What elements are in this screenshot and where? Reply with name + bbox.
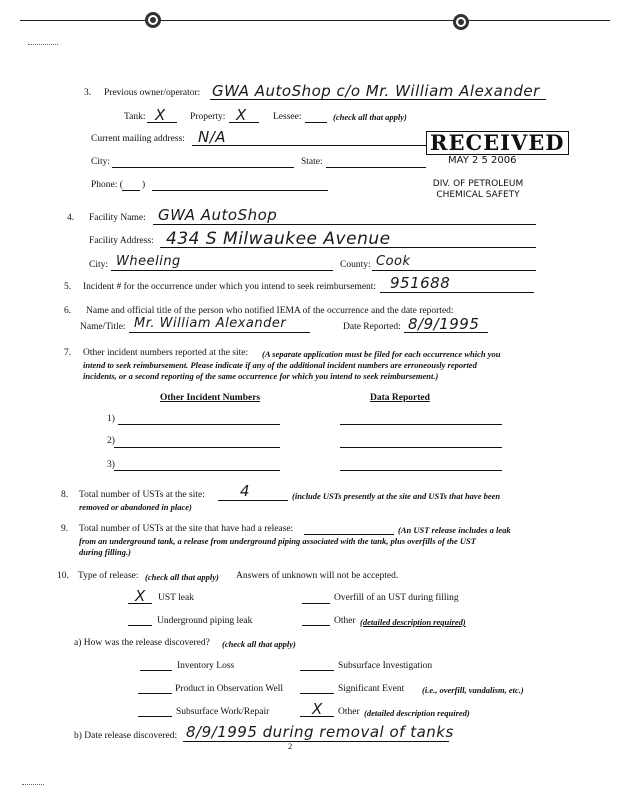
significant-event-label: Significant Event <box>338 684 405 694</box>
q7-number: 7. <box>64 348 72 358</box>
product-observation-check[interactable] <box>138 693 172 694</box>
q9-note-line3: during filling.) <box>79 547 131 557</box>
phone-label: Phone: ( <box>91 180 123 190</box>
col-header-incident: Other Incident Numbers <box>160 393 261 403</box>
q5-label: Incident # for the occurrence under which you intend to seek reimbursement: <box>83 282 377 292</box>
city-line-q4 <box>111 270 333 271</box>
other-discovery-mark[interactable]: X <box>312 700 323 718</box>
facility-name-label: Facility Name: <box>89 213 146 223</box>
other-release-label: Other <box>334 616 356 626</box>
q10-label-note: (check all that apply) <box>145 572 219 582</box>
other-discovery-label: Other <box>338 707 360 717</box>
city-label-q3: City: <box>91 157 111 167</box>
q3-label: Previous owner/operator: <box>104 88 201 98</box>
phone-area-line <box>122 190 140 191</box>
city-line-q3 <box>112 167 294 168</box>
q6-number: 6. <box>64 306 72 316</box>
q10b-label: b) Date release discovered: <box>74 731 178 741</box>
subsurface-investigation-label: Subsurface Investigation <box>338 661 433 671</box>
q10a-label: a) How was the release discovered? <box>74 638 210 648</box>
margin-mark <box>28 44 58 45</box>
state-line <box>326 167 426 168</box>
q7-note-line1: (A separate application must be filed for each occurrence which you <box>262 349 501 359</box>
q9-label: Total number of USTs at the site that have had a release: <box>79 524 294 534</box>
mailing-line <box>192 145 426 146</box>
seal-emblem-left <box>144 11 162 29</box>
tank-value[interactable]: X <box>155 106 166 124</box>
q10-label: Type of release: <box>78 571 139 581</box>
other-discovery-note: (detailed description required) <box>364 708 470 718</box>
county-line <box>372 270 536 271</box>
q9-number: 9. <box>61 524 69 534</box>
stamp-division-line1: DIV. OF PETROLEUM <box>432 179 524 189</box>
subsurface-work-label: Subsurface Work/Repair <box>176 707 270 717</box>
top-border-rule <box>20 20 610 21</box>
city-label-q4: City: <box>89 260 109 270</box>
incident-row-2-label: 2) <box>107 436 115 446</box>
date-discovered-line <box>183 741 449 742</box>
property-label: Property: <box>190 112 226 122</box>
piping-leak-label: Underground piping leak <box>157 616 253 626</box>
name-title-label: Name/Title: <box>80 322 126 332</box>
q10-number: 10. <box>57 571 69 581</box>
q7-note-line3: incidents, or a second reporting of the same occurrence for which you intend to seek reimbursement.) <box>83 371 439 381</box>
facility-name-value[interactable]: GWA AutoShop <box>158 206 278 224</box>
q9-note-line2: from an underground tank, a release from underground piping associated with the tank, plus overfills of the UST <box>79 536 476 546</box>
incident-row-2-line[interactable] <box>114 447 280 448</box>
product-observation-label: Product in Observation Well <box>175 684 284 694</box>
lessee-label: Lessee: <box>273 112 302 122</box>
facility-name-line <box>153 224 536 225</box>
stamp-division-line2: CHEMICAL SAFETY <box>436 190 520 200</box>
q8-label: Total number of USTs at the site: <box>79 490 205 500</box>
q8-note-line1: (include USTs presently at the site and USTs that have been <box>292 491 501 501</box>
tank-label: Tank: <box>124 112 146 122</box>
piping-leak-check[interactable] <box>128 625 152 626</box>
q6-label: Name and official title of the person who notified IEMA of the occurrence and the date reported: <box>86 306 454 316</box>
county-value[interactable]: Cook <box>376 254 411 269</box>
incident-row-3-line[interactable] <box>114 470 280 471</box>
date-reported-value[interactable]: 8/9/1995 <box>408 315 480 333</box>
inventory-loss-label: Inventory Loss <box>177 661 235 671</box>
mailing-value[interactable]: N/A <box>198 128 227 146</box>
incident-row-1-date-line[interactable] <box>340 424 502 425</box>
mailing-label: Current mailing address: <box>91 134 185 144</box>
q10-unknown-note: Answers of unknown will not be accepted. <box>236 571 399 581</box>
previous-owner-value[interactable]: GWA AutoShop c/o Mr. William Alexander <box>212 82 540 100</box>
footer-margin-mark <box>22 784 44 785</box>
q7-label: Other incident numbers reported at the site: <box>83 348 249 358</box>
ust-leak-label: UST leak <box>158 593 194 603</box>
incident-row-2-date-line[interactable] <box>340 447 502 448</box>
subsurface-investigation-check[interactable] <box>300 670 334 671</box>
received-stamp-date: MAY 2 5 2006 <box>448 155 517 166</box>
q7-note-line2: intend to seek reimbursement. Please indicate if any of the additional incident numbers are erroneously reported <box>83 360 477 370</box>
date-discovered-value[interactable]: 8/9/1995 during removal of tanks <box>186 723 454 741</box>
q10a-note: (check all that apply) <box>222 639 296 649</box>
page-number: 2 <box>288 741 293 751</box>
name-title-value[interactable]: Mr. William Alexander <box>134 316 287 331</box>
significant-event-check[interactable] <box>300 693 334 694</box>
overfill-check[interactable] <box>302 603 330 604</box>
property-value[interactable]: X <box>236 106 247 124</box>
other-release-note: (detailed description required) <box>360 617 466 627</box>
facility-address-value[interactable]: 434 S Milwaukee Avenue <box>166 229 391 249</box>
q3-number: 3. <box>84 88 92 98</box>
seal-emblem-right <box>452 13 470 31</box>
q8-note-line2: removed or abandoned in place) <box>79 502 192 512</box>
incident-row-3-label: 3) <box>107 460 115 470</box>
phone-line <box>152 190 328 191</box>
overfill-label: Overfill of an UST during filling <box>334 593 459 603</box>
q8-number: 8. <box>61 490 69 500</box>
facility-address-label: Facility Address: <box>89 236 154 246</box>
significant-event-note: (i.e., overfill, vandalism, etc.) <box>422 685 524 695</box>
incident-row-1-line[interactable] <box>118 424 280 425</box>
q4-number: 4. <box>67 213 75 223</box>
name-title-line <box>129 332 310 333</box>
received-stamp: RECEIVED <box>426 131 569 155</box>
ust-total-line <box>218 500 288 501</box>
other-release-check[interactable] <box>302 625 330 626</box>
incident-row-1-label: 1) <box>107 414 115 424</box>
ust-release-line[interactable] <box>304 534 394 535</box>
date-reported-label: Date Reported: <box>343 322 401 332</box>
county-label: County: <box>340 260 371 270</box>
col-header-date: Data Reported <box>370 393 430 403</box>
phone-close: ) <box>142 180 146 190</box>
lessee-line <box>305 122 327 123</box>
ust-total-value[interactable]: 4 <box>240 482 251 500</box>
ust-leak-mark[interactable]: X <box>135 587 146 605</box>
incident-number-value[interactable]: 951688 <box>390 274 451 292</box>
incident-number-line <box>380 292 534 293</box>
inventory-loss-check[interactable] <box>140 670 172 671</box>
q5-number: 5. <box>64 282 72 292</box>
city-value-q4[interactable]: Wheeling <box>116 254 181 269</box>
check-all-note: (check all that apply) <box>333 112 407 122</box>
q9-note-line1: (An UST release includes a leak <box>398 525 511 535</box>
state-label: State: <box>301 157 323 167</box>
incident-row-3-date-line[interactable] <box>340 470 502 471</box>
subsurface-work-check[interactable] <box>138 716 172 717</box>
